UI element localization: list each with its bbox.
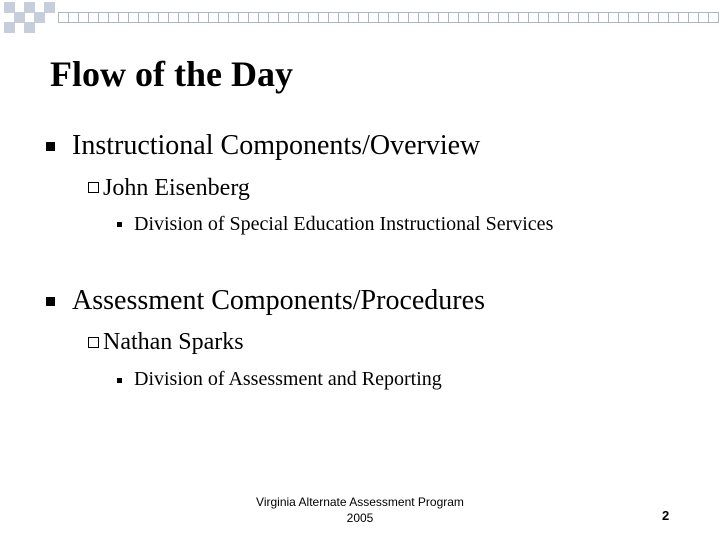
- sub-bullet-text: John Eisenberg: [103, 175, 250, 201]
- decorative-checker-band: [0, 0, 720, 40]
- page-number: 2: [662, 508, 670, 523]
- small-square-bullet-icon: [117, 222, 122, 227]
- bullet-text: Assessment Components/Procedures: [72, 285, 485, 316]
- hollow-square-bullet-icon: [88, 182, 99, 193]
- footer-line-1: Virginia Alternate Assessment Program: [256, 495, 464, 509]
- square-bullet-icon: [46, 297, 55, 306]
- sub-bullet-text: Nathan Sparks: [103, 329, 244, 355]
- footer-line-2: 2005: [346, 511, 374, 525]
- slide-title: Flow of the Day: [50, 54, 293, 94]
- bullet-text: Instructional Components/Overview: [72, 130, 481, 161]
- slide-footer: [240, 494, 480, 526]
- small-square-bullet-icon: [117, 378, 122, 383]
- square-bullet-icon: [46, 142, 55, 151]
- sub-sub-bullet-text: Division of Assessment and Reporting: [134, 368, 442, 390]
- sub-sub-bullet-text: Division of Special Education Instructional Services: [134, 213, 554, 235]
- hollow-square-bullet-icon: [88, 337, 99, 348]
